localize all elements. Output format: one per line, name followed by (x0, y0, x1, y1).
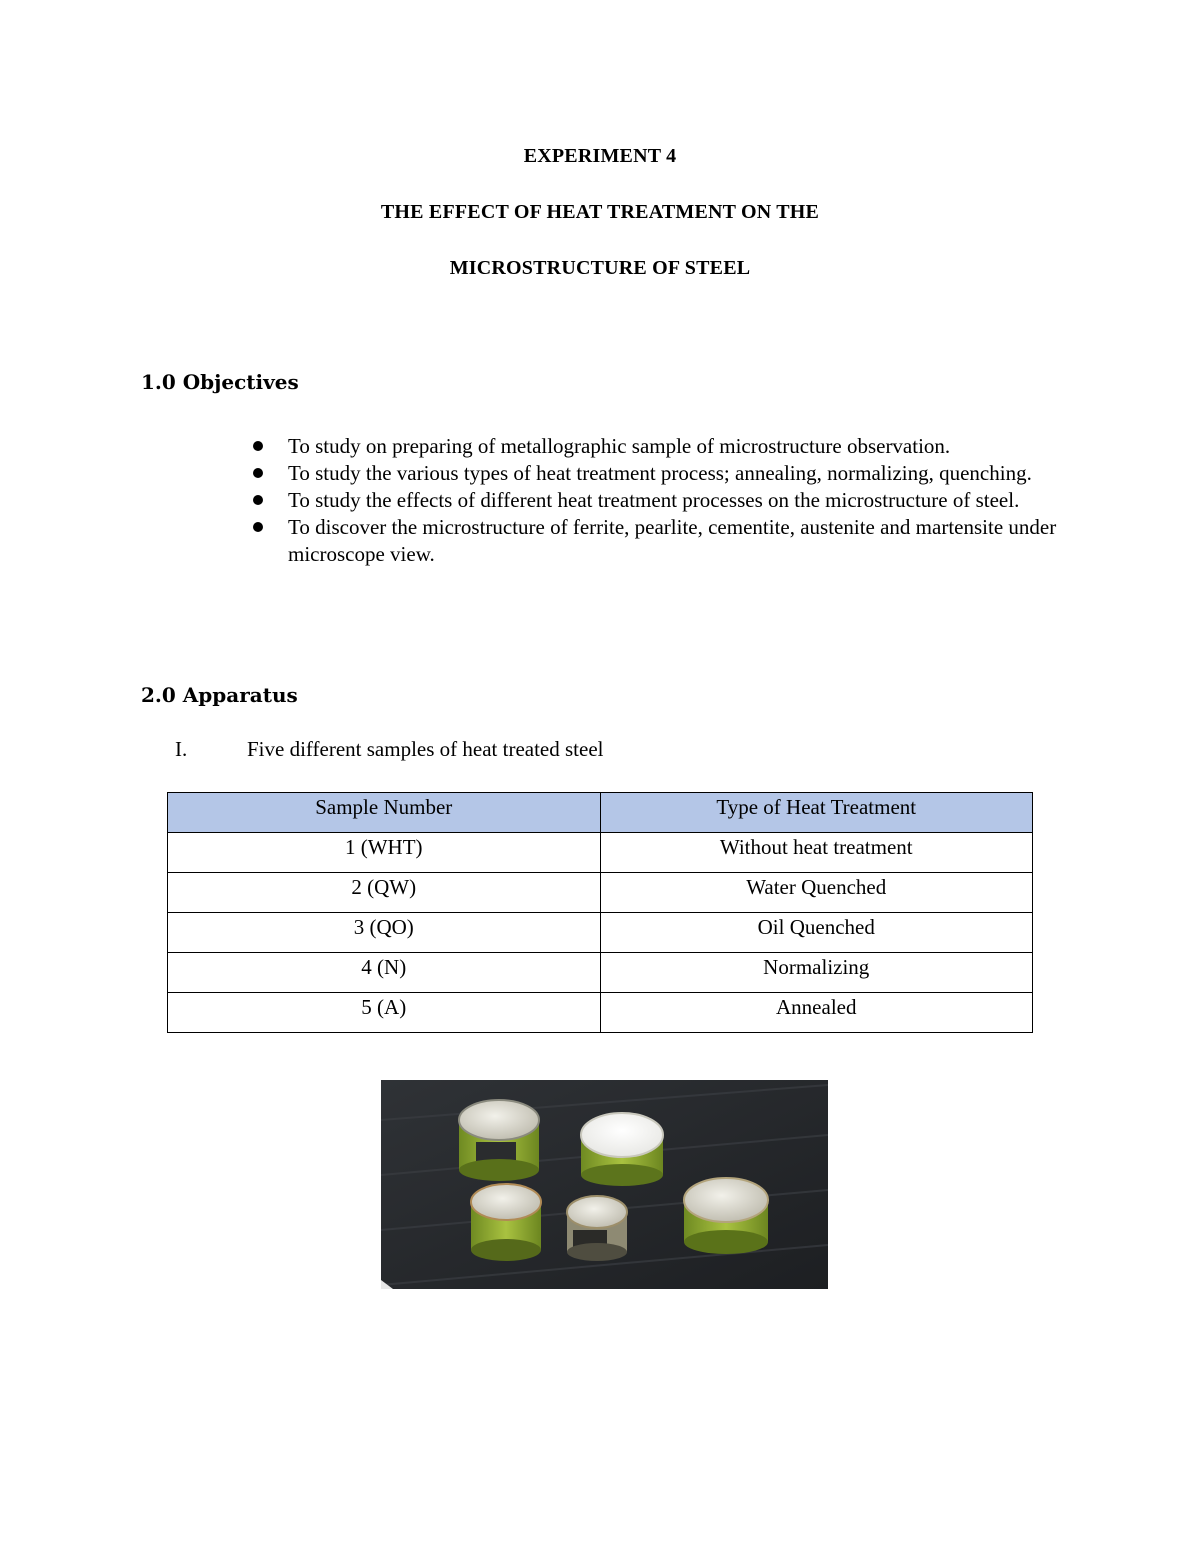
objective-item (250, 433, 1080, 460)
objective-text: To study on preparing of metallographic sample of microstructure observation. (288, 434, 951, 458)
apparatus-item-numeral: I. (175, 737, 188, 761)
objectives-list (250, 433, 1080, 568)
heat-treatment-cell: Oil Quenched (600, 913, 1033, 953)
column-header-heat-treatment: Type of Heat Treatment (600, 793, 1033, 833)
sample-disc (684, 1178, 768, 1254)
objective-item (250, 460, 1080, 487)
heat-treatment-cell: Normalizing (600, 953, 1033, 993)
document-title-line-2: MICROSTRUCTURE OF STEEL (449, 257, 751, 279)
sample-disc (567, 1196, 627, 1261)
heat-treatment-cell: Without heat treatment (600, 833, 1033, 873)
table-row (168, 873, 1033, 913)
bullet-icon (253, 522, 263, 532)
objective-text: To discover the microstructure of ferrite, pearlite, cementite, austenite and martensite under microscope view. (288, 515, 1057, 566)
table-row (168, 953, 1033, 993)
table-row (168, 913, 1033, 953)
bullet-icon (253, 468, 263, 478)
apparatus-item-text: Five different samples of heat treated steel (247, 737, 604, 761)
heat-treatment-cell: Water Quenched (600, 873, 1033, 913)
steel-samples-photo (381, 1080, 828, 1289)
sample-disc (459, 1100, 539, 1181)
objective-text: To study the effects of different heat treatment processes on the microstructure of steel. (288, 488, 1020, 512)
document-title-line-1: THE EFFECT OF HEAT TREATMENT ON THE (380, 201, 820, 223)
objective-item (250, 514, 1080, 568)
sample-number-cell: 3 (QO) (168, 913, 601, 953)
table-row (168, 993, 1033, 1033)
steel-samples-illustration (381, 1080, 828, 1289)
apparatus-heading: 2.0 Apparatus (141, 683, 298, 707)
heat-treatment-cell: Annealed (600, 993, 1033, 1033)
objective-text: To study the various types of heat treatment process; annealing, normalizing, quenching. (288, 461, 1032, 485)
sample-number-cell: 2 (QW) (168, 873, 601, 913)
table-row (168, 833, 1033, 873)
sample-number-cell: 5 (A) (168, 993, 601, 1033)
sample-number-cell: 4 (N) (168, 953, 601, 993)
objective-item (250, 487, 1080, 514)
table-header-row (168, 793, 1033, 833)
sample-disc (581, 1113, 663, 1186)
samples-table (167, 792, 1033, 1033)
experiment-number: EXPERIMENT 4 (523, 145, 677, 167)
objectives-heading: 1.0 Objectives (141, 370, 299, 394)
sample-number-cell: 1 (WHT) (168, 833, 601, 873)
bullet-icon (253, 441, 263, 451)
bullet-icon (253, 495, 263, 505)
column-header-sample-number: Sample Number (168, 793, 601, 833)
sample-disc (471, 1184, 541, 1261)
